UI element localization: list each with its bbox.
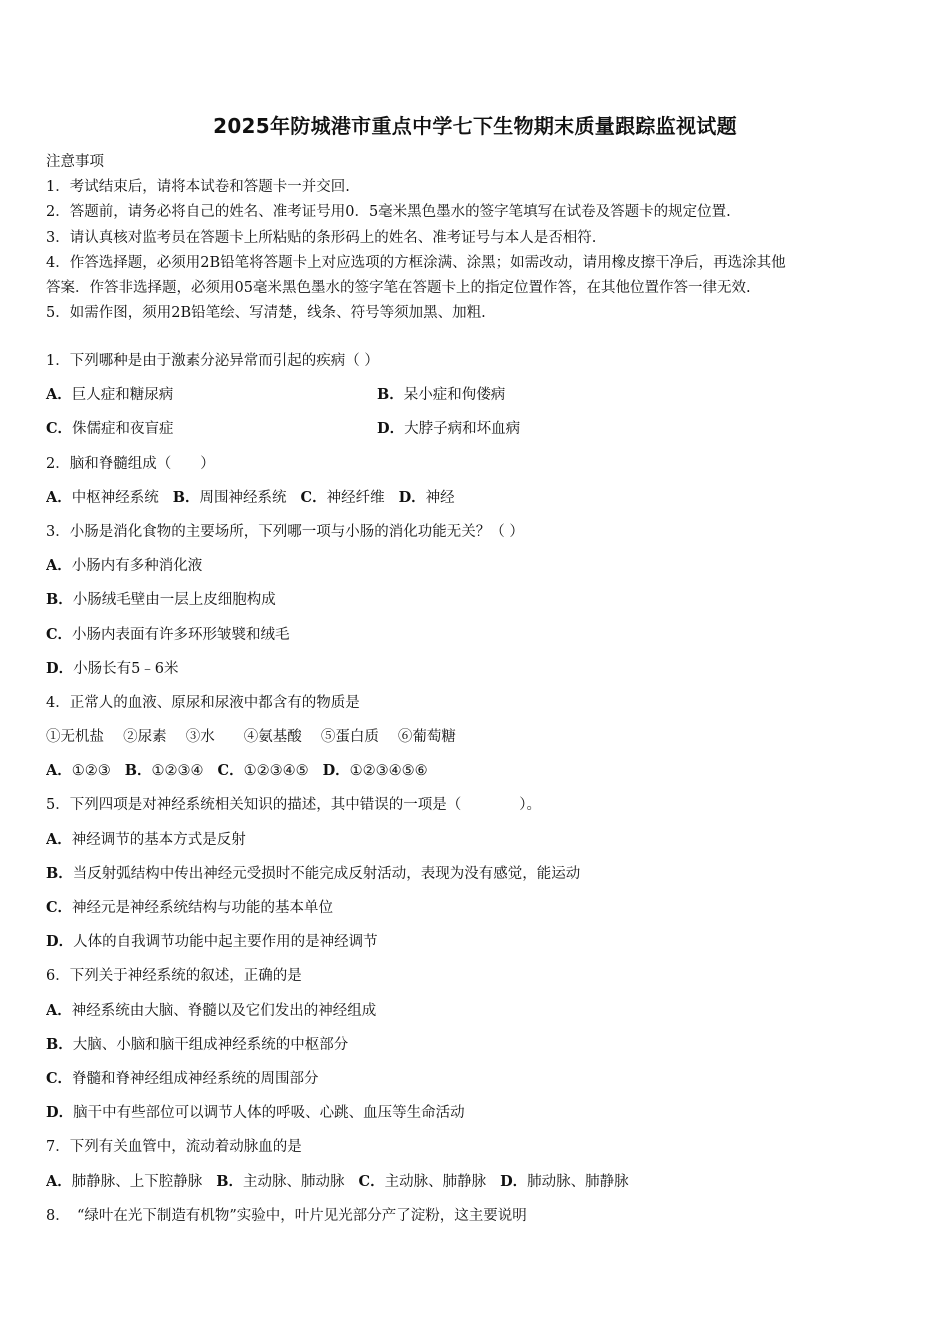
notice-line: 3．请认真核对监考员在答题卡上所粘贴的条形码上的姓名、准考证号与本人是否相符. bbox=[46, 229, 597, 246]
option-text: 神经系统由大脑、脊髓以及它们发出的神经组成 bbox=[71, 1002, 377, 1019]
notice-line: 2．答题前，请务必将自己的姓名、准考证号用0．5毫米黑色墨水的签字笔填写在试卷及答题卡的规定位置. bbox=[46, 204, 731, 221]
option-letter: D． bbox=[377, 420, 405, 438]
option-text: 巨人症和糖尿病 bbox=[71, 387, 174, 404]
option-text: 小肠内有多种消化液 bbox=[71, 558, 203, 575]
option-letter: D． bbox=[46, 1104, 74, 1122]
option-letter: C． bbox=[46, 420, 73, 438]
option-row bbox=[46, 1168, 906, 1202]
option-text: 脊髓和脊神经组成神经系统的周围部分 bbox=[72, 1070, 319, 1087]
option-d bbox=[46, 1099, 906, 1133]
option-letter: B． bbox=[46, 1035, 73, 1053]
option-letter: A． bbox=[46, 762, 72, 780]
option-c bbox=[301, 490, 385, 506]
option-c bbox=[46, 894, 906, 928]
option-text: 脑干中有些部位可以调节人体的呼吸、心跳、血压等生命活动 bbox=[73, 1105, 465, 1122]
question-stem: 1．下列哪种是由于激素分泌异常而引起的疾病（ ） bbox=[46, 353, 379, 369]
notice-section bbox=[46, 150, 906, 326]
option-d bbox=[323, 763, 428, 779]
option-letter: B． bbox=[172, 488, 200, 506]
option-row bbox=[46, 484, 906, 518]
option-row bbox=[46, 415, 906, 449]
option-d bbox=[377, 415, 520, 443]
option-row bbox=[46, 381, 906, 415]
option-letter: A． bbox=[46, 488, 72, 506]
option-b bbox=[46, 586, 906, 620]
question-items: ①无机盐 ②尿素 ③水 ④氨基酸 ⑤蛋白质 ⑥葡萄糖 bbox=[46, 729, 456, 746]
page-title: 2025年防城港市重点中学七下生物期末质量跟踪监视试题 bbox=[213, 114, 737, 138]
option-letter: C． bbox=[46, 1069, 73, 1087]
option-letter: B． bbox=[46, 864, 73, 882]
option-text: 小肠绒毛壁由一层上皮细胞构成 bbox=[72, 592, 276, 609]
option-text: ①②③④ bbox=[151, 763, 204, 780]
option-letter: D． bbox=[46, 659, 74, 677]
option-a bbox=[46, 763, 111, 779]
option-b bbox=[173, 490, 287, 506]
option-letter: A． bbox=[46, 1001, 72, 1019]
option-text: ①②③④⑤ bbox=[243, 763, 309, 780]
option-c bbox=[46, 621, 906, 655]
notice-line: 5．如需作图，须用2B铅笔绘、写清楚，线条、符号等须加黑、加粗. bbox=[46, 305, 486, 322]
question-stem: 6．下列关于神经系统的叙述，正确的是 bbox=[46, 968, 302, 985]
option-text: 呆小症和佝偻病 bbox=[403, 387, 506, 404]
option-letter: D． bbox=[46, 933, 74, 951]
option-letter: A． bbox=[46, 830, 72, 848]
option-a bbox=[46, 552, 906, 586]
option-letter: C． bbox=[46, 625, 73, 643]
option-c bbox=[46, 415, 174, 443]
option-letter: A． bbox=[46, 386, 72, 404]
option-text: 神经 bbox=[425, 489, 455, 506]
option-text: 小肠内表面有许多环形皱襞和绒毛 bbox=[72, 626, 290, 643]
option-text: 主动脉、肺静脉 bbox=[384, 1173, 487, 1190]
option-c bbox=[359, 1174, 487, 1190]
option-b bbox=[125, 763, 204, 779]
option-text: 大脑、小脑和脑干组成神经系统的中枢部分 bbox=[72, 1036, 349, 1053]
option-d bbox=[46, 928, 906, 962]
option-text: ①②③④⑤⑥ bbox=[349, 763, 428, 780]
option-letter: A． bbox=[46, 557, 72, 575]
question-stem: 3．小肠是消化食物的主要场所，下列哪一项与小肠的消化功能无关？（ ） bbox=[46, 523, 524, 540]
option-text: 主动脉、肺动脉 bbox=[243, 1173, 345, 1190]
option-a bbox=[46, 490, 159, 506]
option-letter: A． bbox=[46, 1172, 72, 1190]
option-b bbox=[46, 1031, 906, 1065]
option-text: 人体的自我调节功能中起主要作用的是神经调节 bbox=[73, 934, 378, 951]
option-letter: B． bbox=[377, 386, 404, 404]
option-b bbox=[216, 1174, 344, 1190]
option-a bbox=[46, 997, 906, 1031]
notice-line: 答案．作答非选择题，必须用05毫米黑色墨水的签字笔在答题卡上的指定位置作答，在其他位置作答一律无效. bbox=[46, 280, 751, 297]
question-stem: 5．下列四项是对神经系统相关知识的描述，其中错误的一项是（ ）。 bbox=[46, 797, 541, 814]
question-stem: 4．正常人的血液、原尿和尿液中都含有的物质是 bbox=[46, 694, 360, 711]
option-letter: B． bbox=[124, 762, 152, 780]
option-text: 神经纤维 bbox=[326, 489, 385, 506]
option-letter: C． bbox=[217, 762, 244, 780]
option-letter: D． bbox=[500, 1172, 528, 1190]
option-c bbox=[46, 1065, 906, 1099]
option-row bbox=[46, 757, 906, 791]
option-letter: D． bbox=[322, 762, 350, 780]
option-a bbox=[46, 381, 173, 409]
notice-line: 4．作答选择题，必须用2B铅笔将答题卡上对应选项的方框涂满、涂黑；如需改动，请用橡皮擦干净后，再选涂其他 bbox=[46, 254, 786, 271]
option-text: 小肠长有5﹣6米 bbox=[73, 660, 179, 677]
questions-section bbox=[46, 347, 906, 1236]
option-text: ①②③ bbox=[71, 763, 111, 780]
option-text: 大脖子病和坏血病 bbox=[404, 421, 521, 438]
option-text: 中枢神经系统 bbox=[71, 489, 159, 506]
option-letter: C． bbox=[358, 1172, 385, 1190]
question-stem: 8． “绿叶在光下制造有机物”实验中，叶片见光部分产了淀粉，这主要说明 bbox=[46, 1207, 527, 1224]
option-b bbox=[46, 860, 906, 894]
option-d bbox=[399, 490, 455, 506]
option-d bbox=[500, 1174, 629, 1190]
question-stem: 7．下列有关血管中，流动着动脉血的是 bbox=[46, 1139, 302, 1156]
option-d bbox=[46, 655, 906, 689]
option-c bbox=[218, 763, 309, 779]
option-letter: B． bbox=[46, 591, 73, 609]
option-letter: B． bbox=[216, 1172, 244, 1190]
option-text: 神经元是神经系统结构与功能的基本单位 bbox=[72, 900, 334, 916]
option-letter: C． bbox=[300, 488, 327, 506]
option-text: 肺动脉、肺静脉 bbox=[527, 1173, 629, 1190]
option-b bbox=[377, 381, 505, 409]
option-text: 侏儒症和夜盲症 bbox=[72, 421, 174, 438]
question-stem: 2．脑和脊髓组成（ ） bbox=[46, 455, 215, 472]
option-letter: D． bbox=[398, 488, 426, 506]
option-text: 周围神经系统 bbox=[199, 489, 287, 506]
option-a bbox=[46, 1174, 202, 1190]
notice-line: 1．考试结束后，请将本试卷和答题卡一并交回. bbox=[46, 179, 350, 196]
notice-heading: 注意事项 bbox=[46, 154, 104, 170]
option-text: 肺静脉、上下腔静脉 bbox=[71, 1173, 203, 1190]
option-a bbox=[46, 826, 906, 860]
option-letter: C． bbox=[46, 899, 73, 916]
option-text: 当反射弧结构中传出神经元受损时不能完成反射活动，表现为没有感觉，能运动 bbox=[72, 865, 581, 882]
option-text: 神经调节的基本方式是反射 bbox=[71, 831, 246, 848]
